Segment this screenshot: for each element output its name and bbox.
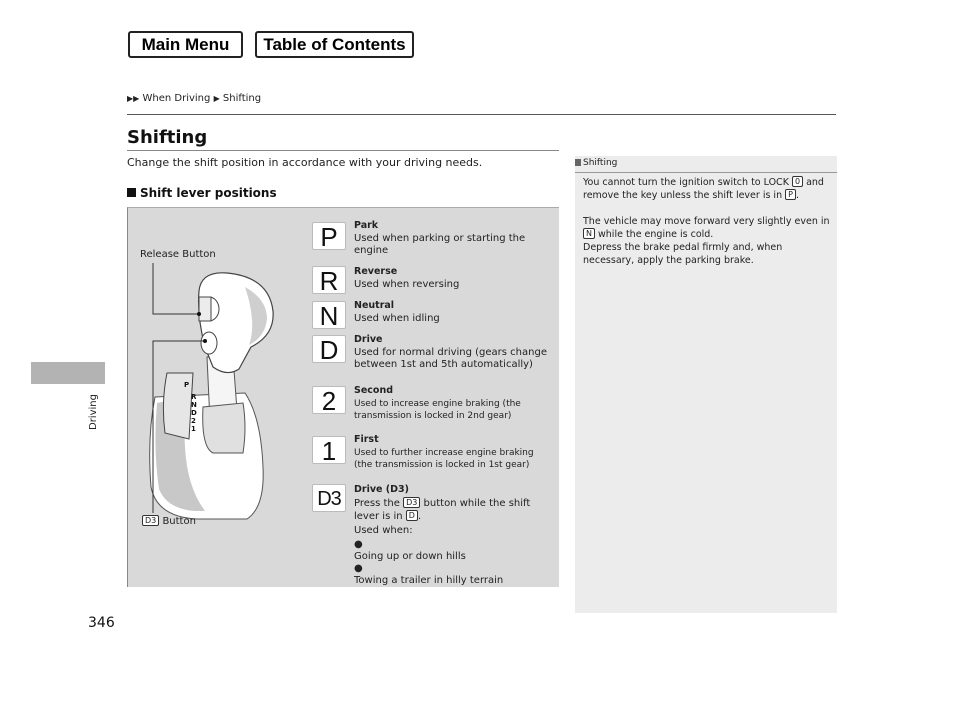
gear-info-park: Park Used when parking or starting the engine bbox=[354, 220, 526, 256]
release-leader-dot bbox=[197, 312, 201, 316]
section-tab bbox=[31, 362, 105, 384]
gate-letter-n: N bbox=[191, 401, 197, 409]
section-heading: Shift lever positions bbox=[127, 186, 277, 200]
d3-button-label: D3 Button bbox=[142, 515, 196, 527]
gear-symbol-1: 1 bbox=[312, 436, 346, 464]
key-p-icon: P bbox=[785, 189, 796, 200]
gate-letter-1: 1 bbox=[191, 425, 196, 433]
gear-symbol-2: 2 bbox=[312, 386, 346, 414]
side-note-heading: Shifting bbox=[575, 158, 617, 168]
release-button-label: Release Button bbox=[140, 249, 216, 260]
list-item: ● Towing a trailer in hilly terrain bbox=[354, 563, 504, 586]
d3-key-icon: D3 bbox=[142, 515, 159, 526]
gear-info-drive-d3: Drive (D3) Press the D3 button while the shift lever is in D . Used when: ● Going up or down hills ● Towing a trailer in hilly terrain bbox=[354, 484, 554, 587]
gate-letter-r: R bbox=[191, 393, 197, 401]
gate-letter-d: D bbox=[191, 409, 197, 417]
gear-info-reverse: Reverse Used when reversing bbox=[354, 266, 460, 290]
title-divider bbox=[127, 150, 559, 151]
release-leader-line bbox=[153, 263, 199, 314]
d3-button-cap bbox=[201, 332, 217, 354]
gear-info-first: First Used to further increase engine braking (the transmission is locked in 1st gear) bbox=[354, 434, 534, 470]
list-item: ● Going up or down hills bbox=[354, 539, 466, 562]
intro-text: Change the shift position in accordance with your driving needs. bbox=[127, 156, 483, 169]
main-menu-button[interactable]: Main Menu bbox=[128, 31, 243, 58]
usage-list bbox=[354, 539, 554, 587]
breadcrumb-arrow-icon: ▶▶ bbox=[127, 94, 140, 103]
d3-key-icon: D3 bbox=[403, 497, 420, 508]
breadcrumb-arrow-icon: ▶ bbox=[213, 94, 220, 103]
header-divider bbox=[127, 114, 836, 115]
release-button-body bbox=[199, 297, 211, 321]
square-bullet-icon bbox=[127, 188, 136, 197]
side-note-divider bbox=[575, 172, 837, 173]
side-note-body: You cannot turn the ignition switch to LOCK 0 and remove the key unless the shift lever is in P . The vehicle may move forward very slightly even in N while the engine is cold. Depress the brake pedal firmly and, when necessary, apply the parking brake. bbox=[583, 177, 830, 266]
table-of-contents-button[interactable]: Table of Contents bbox=[255, 31, 414, 58]
gate-letter-2: 2 bbox=[191, 417, 196, 425]
gear-symbol-r: R bbox=[312, 266, 346, 294]
note-icon bbox=[575, 159, 581, 166]
gear-symbol-n: N bbox=[312, 301, 346, 329]
gear-symbol-d: D bbox=[312, 335, 346, 363]
key-0-icon: 0 bbox=[792, 176, 803, 187]
d-key-icon: D bbox=[406, 510, 418, 521]
gear-symbol-p: P bbox=[312, 222, 346, 250]
gear-symbol-d3: D3 bbox=[312, 484, 346, 512]
page-number: 346 bbox=[88, 615, 115, 631]
page-title: Shifting bbox=[127, 127, 208, 148]
shift-boot bbox=[203, 403, 245, 453]
gear-info-drive: Drive Used for normal driving (gears change between 1st and 5th automatically) bbox=[354, 334, 547, 370]
d3-leader-dot bbox=[203, 339, 207, 343]
key-n-icon: N bbox=[583, 228, 595, 239]
gear-info-neutral: Neutral Used when idling bbox=[354, 300, 440, 324]
shift-lever-illustration bbox=[127, 207, 317, 587]
section-label: Driving bbox=[88, 394, 99, 430]
gate-letter-p: P bbox=[184, 381, 190, 389]
breadcrumb-link-when-driving[interactable]: When Driving bbox=[142, 93, 211, 104]
gear-info-second: Second Used to increase engine braking (the transmission is locked in 2nd gear) bbox=[354, 385, 521, 421]
breadcrumb-current: Shifting bbox=[222, 93, 262, 104]
breadcrumb bbox=[127, 93, 261, 104]
